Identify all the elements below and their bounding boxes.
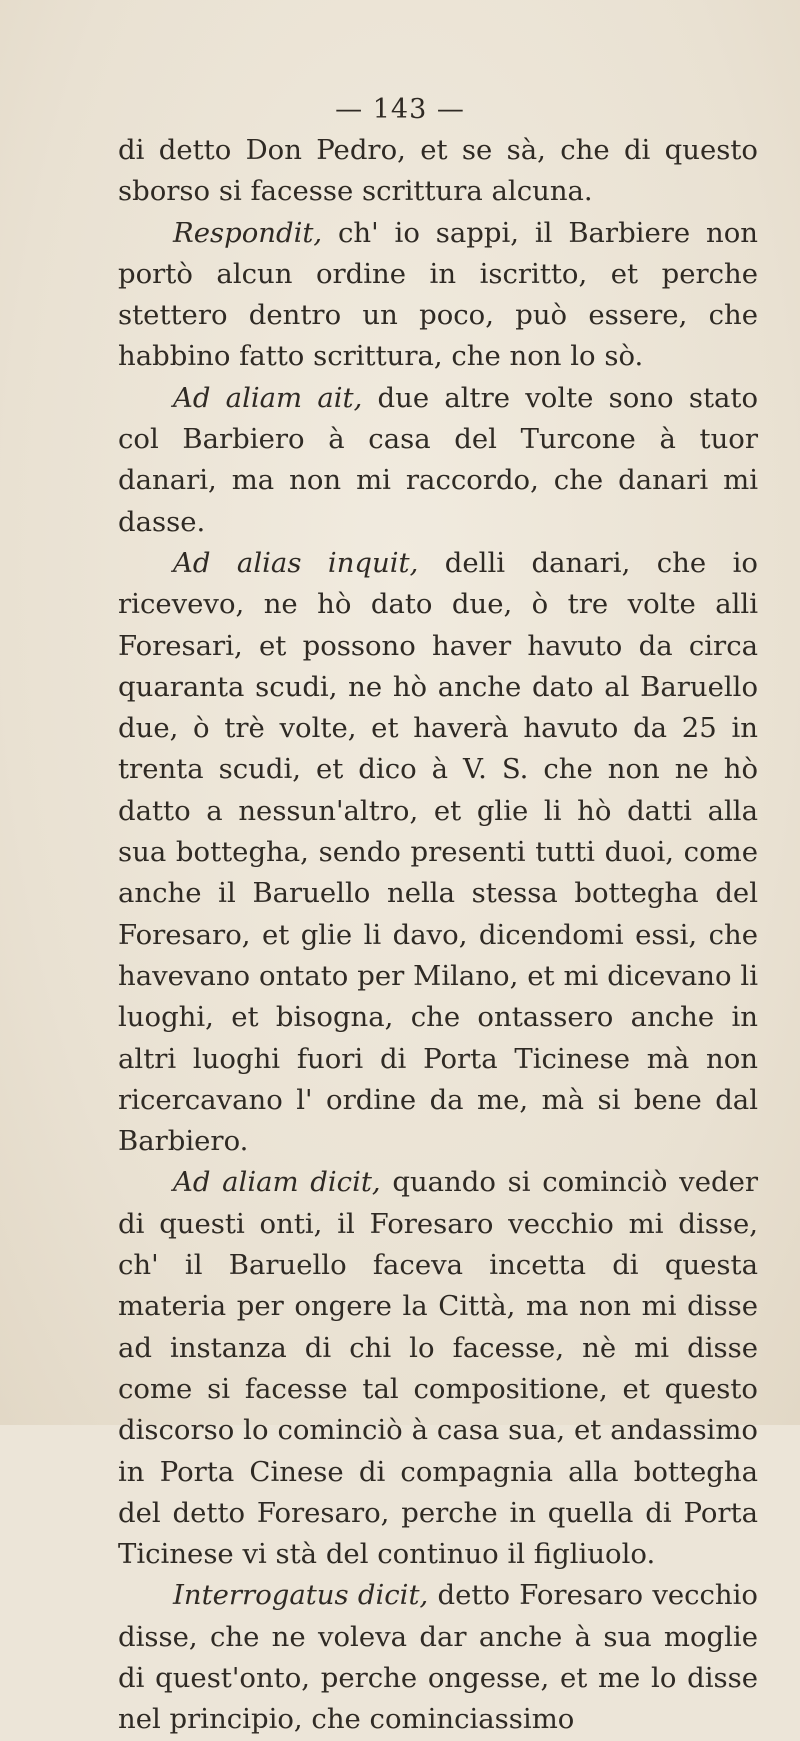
page-number: — 143 — bbox=[335, 94, 465, 125]
latin-lead: Ad aliam dicit, bbox=[173, 1166, 381, 1199]
latin-lead: Ad alias inquit, bbox=[173, 546, 419, 579]
paragraph bbox=[118, 378, 758, 543]
latin-lead: Interrogatus dicit, bbox=[173, 1579, 429, 1612]
body-text bbox=[118, 130, 758, 1741]
paragraph-text: quando si cominciò veder di questi onti, il Foresaro vecchio mi disse, ch' il Baruello faceva incetta di questa materia per ongere la Città, ma non mi disse ad instanza di chi lo facesse, nè mi disse come si facesse tal compositione, et questo discorso lo cominciò à casa sua, et andassimo in Porta Cinese di compagnia alla bottegha del detto Foresaro, perche in quella di Porta Ticinese vi stà del continuo il figliuolo. bbox=[118, 1166, 758, 1571]
paragraph bbox=[118, 1162, 758, 1575]
paragraph bbox=[118, 213, 758, 378]
paragraph-text: di detto Don Pedro, et se sà, che di questo sborso si facesse scrittura alcuna. bbox=[118, 134, 758, 208]
paragraph bbox=[118, 543, 758, 1162]
paragraph-text: due altre volte sono stato col Barbiero à casa del Turcone à tuor danari, ma non mi raccordo, che danari mi dasse. bbox=[118, 381, 758, 538]
latin-lead: Respondit, bbox=[173, 216, 323, 249]
paragraph-text: ch' io sappi, il Barbiere non portò alcun ordine in iscritto, et perche stettero dentro un poco, può essere, che habbino fatto scrittura, che non lo sò. bbox=[118, 216, 758, 373]
paragraph bbox=[118, 1575, 758, 1740]
latin-lead: Ad aliam ait, bbox=[173, 381, 363, 414]
paragraph-text: delli danari, che io ricevevo, ne hò dato due, ò tre volte alli Foresari, et possono haver havuto da circa quaranta scudi, ne hò anche dato al Baruello due, ò trè volte, et haverà havuto da 25 in trenta scudi, et dico à V. S. che non ne hò datto a nessun'altro, et glie li hò datti alla sua bottegha, sendo presenti tutti duoi, come anche il Baruello nella stessa bottegha del Foresaro, et glie li davo, dicendomi essi, che havevano ontato per Milano, et mi dicevano li luoghi, et bisogna, che ontassero anche in altri luoghi fuori di Porta Ticinese mà non ricercavano l' ordine da me, mà si bene dal Barbiero. bbox=[118, 546, 758, 1158]
paragraph bbox=[118, 130, 758, 213]
paragraph-text: detto Foresaro vecchio disse, che ne voleva dar anche à sua moglie di quest'onto, perche ongesse, et me lo disse nel principio, che cominciassimo bbox=[118, 1579, 758, 1736]
